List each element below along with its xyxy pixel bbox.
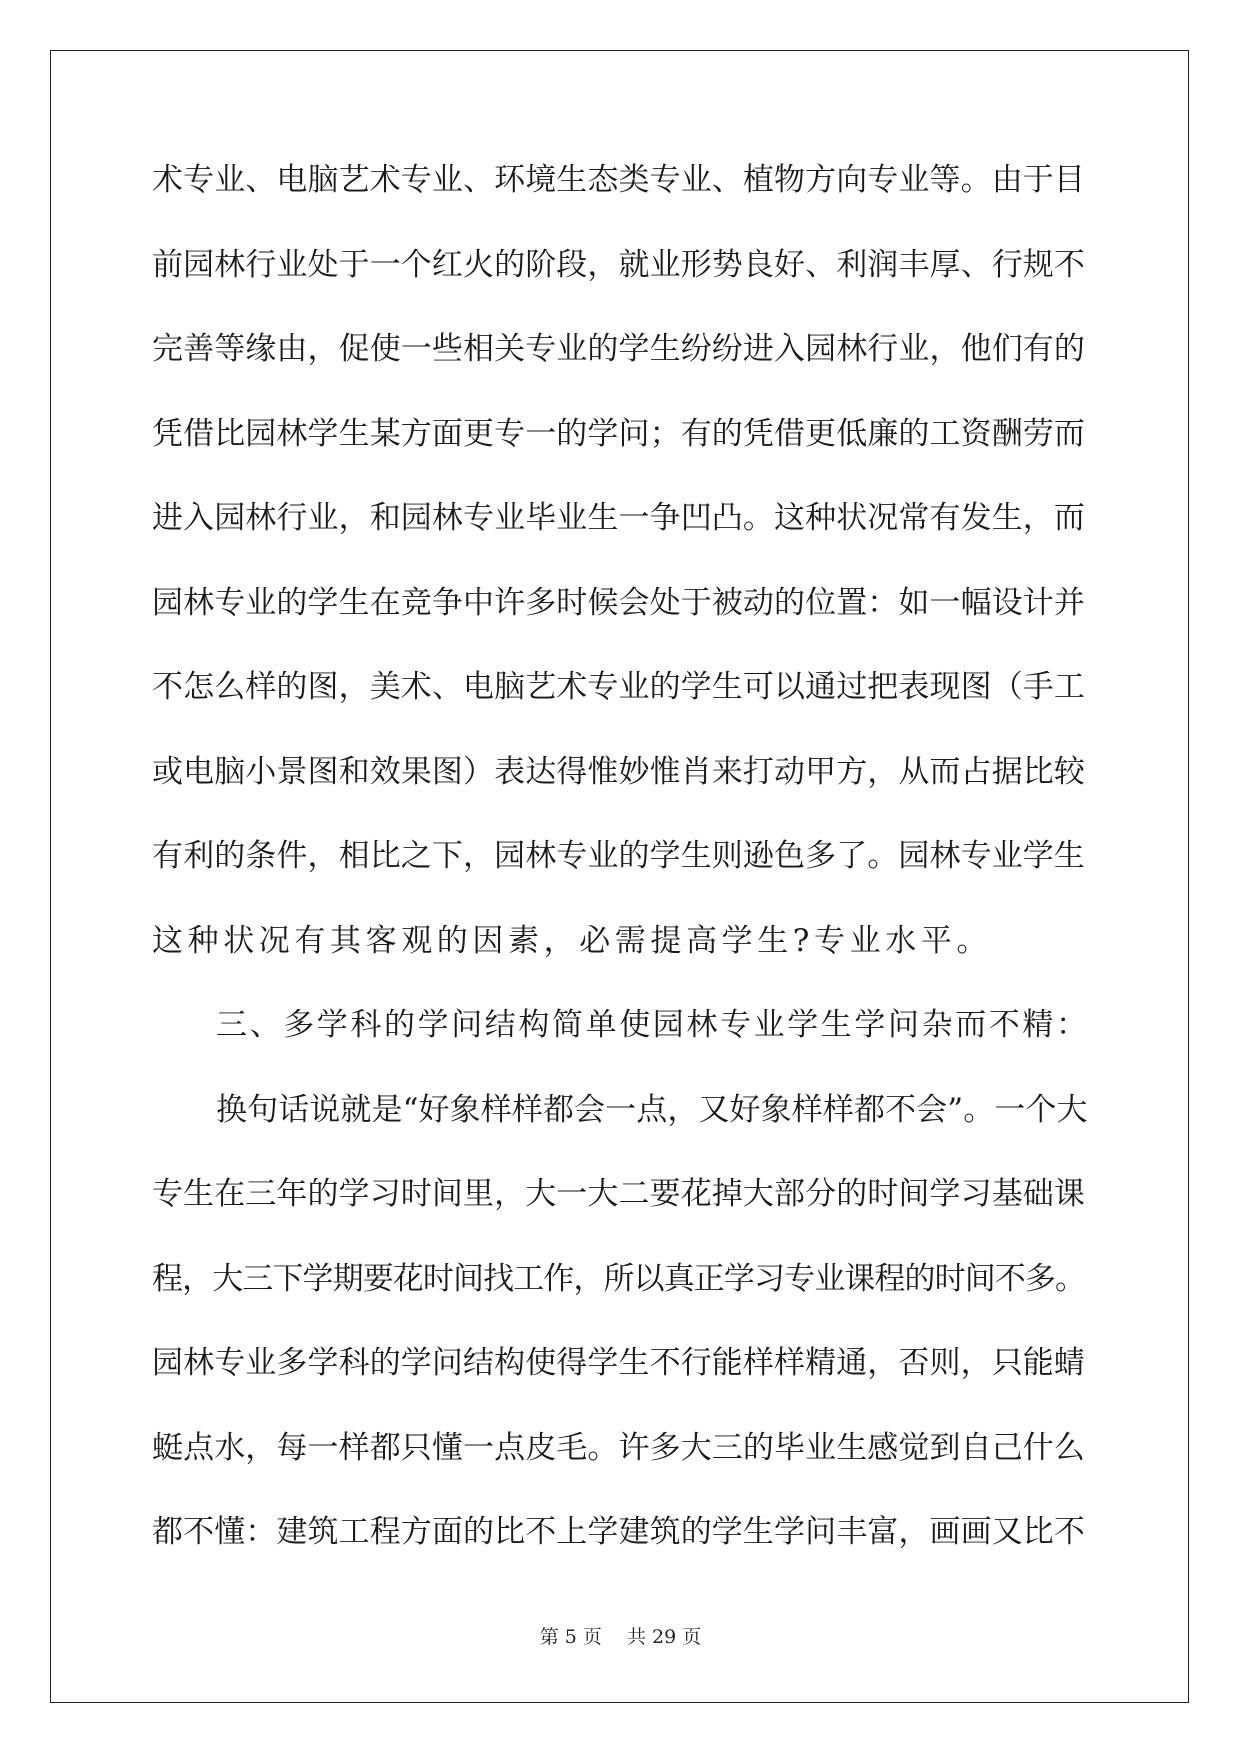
text-line: 不怎么样的图，美术、电脑艺术专业的学生可以通过把表现图（手工 — [152, 669, 1085, 705]
document-body — [152, 160, 1092, 1597]
text-line: 前园林行业处于一个红火的阶段，就业形势良好、利润丰厚、行规不 — [152, 246, 1085, 283]
text-line: 或电脑小景图和效果图）表达得惟妙惟肖来打动甲方，从而占据比较 — [152, 753, 1085, 790]
text-line: 这种状况有其客观的因素，必需提高学生?专业水平。 — [152, 922, 993, 959]
text-line: 完善等缘由，促使一些相关专业的学生纷纷进入园林行业，他们有的 — [152, 331, 1085, 367]
text-line: 程，大三下学期要花时间找工作，所以真正学习专业课程的时间不多。 — [152, 1260, 1086, 1297]
section-heading: 三、多学科的学问结构简单使园林专业学生学问杂而不精： — [216, 1007, 1090, 1043]
text-line: 有利的条件，相比之下，园林专业的学生则逊色多了。园林专业学生 — [152, 838, 1085, 874]
text-line: 进入园林行业，和园林专业毕业生一争凹凸。这种状况常有发生，而 — [152, 500, 1085, 536]
text-line: 术专业、电脑艺术专业、环境生态类专业、植物方向专业等。由于目 — [152, 162, 1085, 198]
text-line: 蜓点水，每一样都只懂一点皮毛。许多大三的毕业生感觉到自己什么 — [152, 1429, 1085, 1466]
text-line: 园林专业多学科的学问结构使得学生不行能样样精通，否则，只能蜻 — [152, 1345, 1085, 1381]
text-line: 园林专业的学生在竞争中许多时候会处于被动的位置：如一幅设计并 — [152, 584, 1085, 621]
text-line: 都不懂：建筑工程方面的比不上学建筑的学生学问丰富，画画又比不 — [152, 1514, 1085, 1550]
text-line: 专生在三年的学习时间里，大一大二要花掉大部分的时间学习基础课 — [152, 1176, 1085, 1212]
page-number-footer: 第 5 页 共 29 页 — [539, 1626, 702, 1648]
text-line: 凭借比园林学生某方面更专一的学问；有的凭借更低廉的工资酬劳而 — [152, 415, 1085, 452]
text-line: 换句话说就是“好象样样都会一点，又好象样样都不会”。一个大 — [216, 1091, 1088, 1128]
